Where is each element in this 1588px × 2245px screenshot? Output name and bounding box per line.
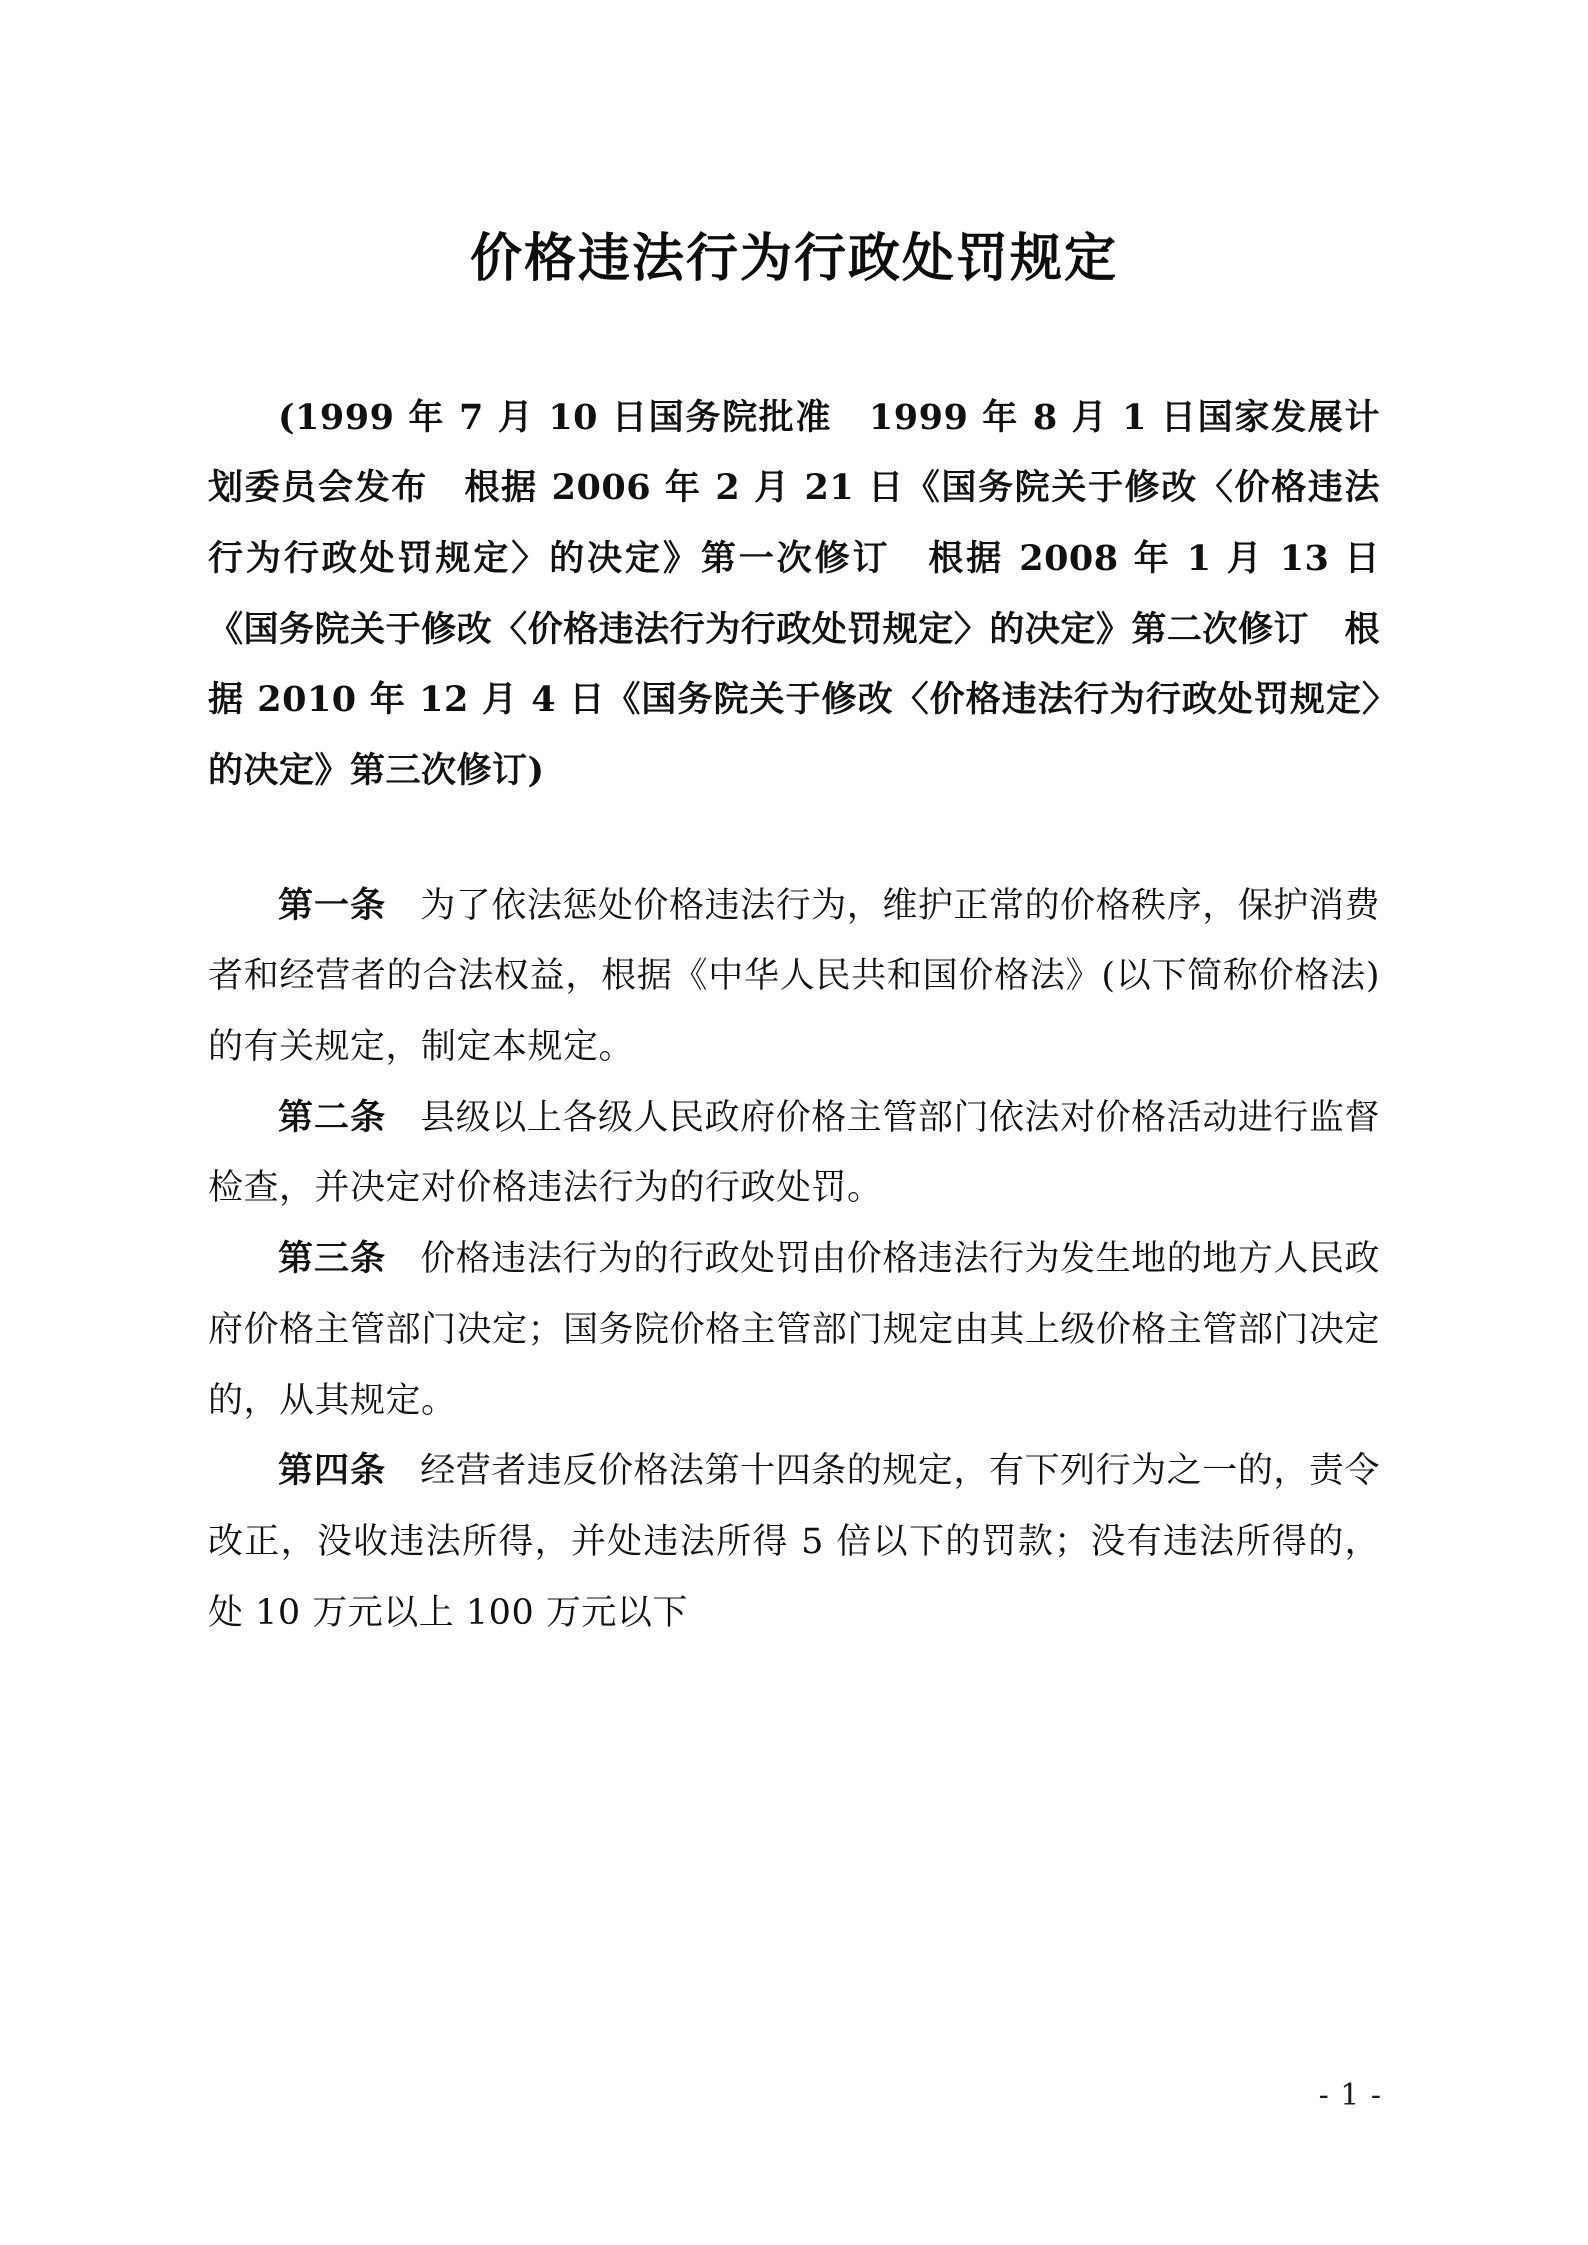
article-paragraph bbox=[208, 1436, 1380, 1648]
article-text: 价格违法行为的行政处罚由价格违法行为发生地的地方人民政府价格主管部门决定；国务院价格主管部门规定由其上级价格主管部门决定的，从其规定。 bbox=[208, 1239, 1380, 1421]
article-paragraph bbox=[208, 1224, 1380, 1436]
article-text: 为了依法惩处价格违法行为，维护正常的价格秩序，保护消费者和经营者的合法权益，根据《中华人民共和国价格法》(以下简称价格法)的有关规定，制定本规定。 bbox=[208, 885, 1380, 1068]
document-body bbox=[208, 0, 1380, 1648]
page-title: 价格违法行为行政处罚规定 bbox=[469, 228, 1118, 289]
article-label: 第一条 bbox=[278, 884, 387, 926]
article-paragraph bbox=[208, 1083, 1380, 1224]
article-label: 第三条 bbox=[278, 1238, 387, 1280]
page-number: - 1 - bbox=[1318, 2078, 1382, 2113]
articles-list bbox=[208, 871, 1380, 1649]
article-paragraph bbox=[208, 871, 1380, 1083]
article-label: 第二条 bbox=[278, 1096, 387, 1138]
article-text: 县级以上各级人民政府价格主管部门依法对价格活动进行监督检查，并决定对价格违法行为的行政处罚。 bbox=[208, 1097, 1380, 1209]
document-preamble: (1999 年 7 月 10 日国务院批准 1999 年 8 月 1 日国家发展计划委员会发布 根据 2006 年 2 月 21 日《国务院关于修改〈价格违法行为行政处罚规定〉的决定》第一次修订 根据 2008 年 1 月 13 日《国务院关于修改〈价格违法行为行政处罚规定〉的决定》第二次修订 根据 2010 年 12 月 4 日《国务院关于修改〈价格违法行为行政处罚规定〉的决定》第三次修订) bbox=[208, 396, 1380, 792]
article-label: 第四条 bbox=[278, 1450, 387, 1492]
article-text: 经营者违反价格法第十四条的规定，有下列行为之一的，责令改正，没收违法所得，并处违法所得 5 倍以下的罚款；没有违法所得的，处 10 万元以上 100 万元以下 bbox=[208, 1451, 1380, 1633]
